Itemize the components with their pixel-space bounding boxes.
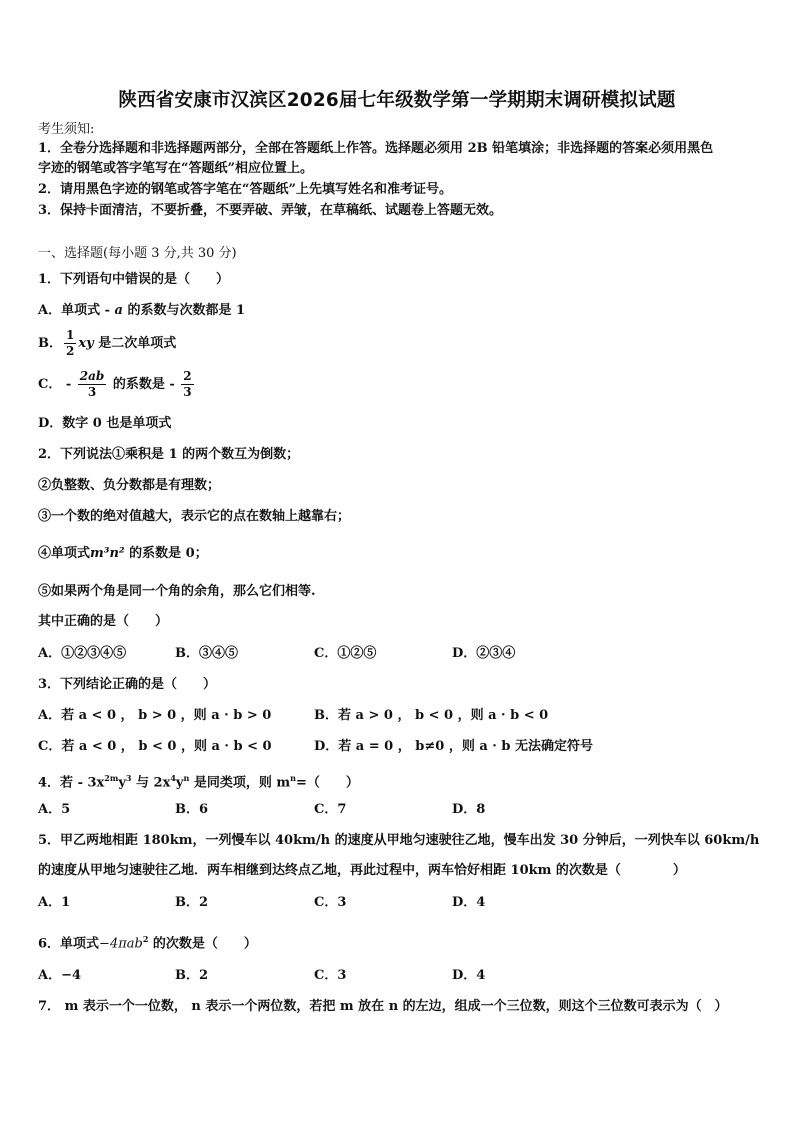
question-4-option-b: B．6 bbox=[175, 802, 209, 817]
notice-item-1: 1．全卷分选择题和非选择题两部分，全部在答题纸上作答。选择题必须用 2B 铅笔填涂；非选择题的答案必须用黑色 bbox=[38, 141, 714, 156]
question-2-statement-5: ⑤如果两个角是同一个角的余角，那么它们相等. bbox=[38, 584, 316, 599]
question-7-stem: 7． m 表示一个一位数， n 表示一个两位数，若把 m 放在 n 的左边，组成一个三位数，则这个三位数可表示为（ ） bbox=[38, 999, 728, 1014]
fraction: $\frac{2ab}{3}$ bbox=[79, 369, 105, 399]
notice-heading: 考生须知: bbox=[38, 122, 95, 137]
question-6-option-c: C．3 bbox=[314, 968, 347, 983]
question-2-option-c: C．①②⑤ bbox=[314, 646, 377, 661]
question-1-option-d: D．数字 0 也是单项式 bbox=[38, 416, 172, 431]
fraction: $\frac{2}{3}$ bbox=[183, 369, 192, 399]
question-5-line-2: 的速度从甲地匀速驶往乙地．两车相继到达终点乙地，再此过程中，两车恰好相距 10km 的次数是（ ） bbox=[38, 863, 686, 878]
question-4-option-c: C．7 bbox=[314, 802, 347, 817]
question-1-option-b: B． $\frac{1}{2}$ xy 是二次单项式 bbox=[38, 328, 177, 358]
page-title: 陕西省安康市汉滨区2026届七年级数学第一学期期末调研模拟试题 bbox=[118, 90, 676, 111]
notice-item-3: 3．保持卡面清洁，不要折叠，不要弄破、弄皱，在草稿纸、试题卷上答题无效。 bbox=[38, 203, 503, 218]
fraction: $\frac{1}{2}$ bbox=[66, 328, 75, 358]
question-4-option-d: D．8 bbox=[452, 802, 486, 817]
question-5-option-b: B．2 bbox=[175, 895, 209, 910]
question-5-option-c: C．3 bbox=[314, 895, 347, 910]
question-2-option-a: A．①②③④⑤ bbox=[38, 646, 127, 661]
question-3-option-a: A．若 a < 0 ， b > 0 ，则 a · b > 0 bbox=[38, 708, 272, 723]
question-6-option-d: D．4 bbox=[452, 968, 486, 983]
notice-item-2: 2．请用黑色字迹的钢笔或答字笔在“答题纸”上先填写姓名和准考证号。 bbox=[38, 182, 453, 197]
question-5-line-1: 5．甲乙两地相距 180km，一列慢车以 40km/h 的速度从甲地匀速驶往乙地，慢车出发 30 分钟后，一列快车以 60km/h bbox=[38, 833, 760, 848]
section-heading: 一、选择题(每小题 3 分,共 30 分) bbox=[38, 246, 237, 261]
question-3-option-c: C．若 a < 0 ， b < 0 ，则 a · b < 0 bbox=[38, 739, 272, 754]
question-5-option-a: A．1 bbox=[38, 895, 71, 910]
question-1-stem: 1．下列语句中错误的是（ ） bbox=[38, 272, 230, 287]
question-3-option-b: B．若 a > 0 ， b < 0 ，则 a · b < 0 bbox=[314, 708, 549, 723]
notice-item-1-cont: 字迹的钢笔或答字笔写在“答题纸”相应位置上。 bbox=[38, 161, 313, 176]
question-2-statement-2: ②负整数、负分数都是有理数； bbox=[38, 478, 221, 493]
question-3-option-d: D．若 a = 0 ， b≠0 ，则 a · b 无法确定符号 bbox=[314, 739, 593, 754]
question-6-stem: 6．单项式−4πab$^2$ 的次数是（ ） bbox=[38, 934, 257, 952]
question-1-option-a: A．单项式 - a 的系数与次数都是 1 bbox=[38, 303, 246, 318]
question-6-option-a: A．−4 bbox=[38, 968, 82, 983]
question-2-ask: 其中正确的是（ ） bbox=[38, 614, 169, 629]
question-2-stem: 2．下列说法①乘积是 1 的两个数互为倒数； bbox=[38, 447, 300, 462]
question-2-statement-4: ④单项式m³n² 的系数是 0； bbox=[38, 546, 208, 561]
question-3-stem: 3．下列结论正确的是（ ） bbox=[38, 677, 217, 692]
question-2-option-b: B．③④⑤ bbox=[175, 646, 238, 661]
question-2-option-d: D．②③④ bbox=[452, 646, 516, 661]
question-6-option-b: B．2 bbox=[175, 968, 209, 983]
question-4-stem: 4．若 - $3x^{2m}y^3$ 与 $2x^4y^n$ 是同类项，则 $m^n=$（ ） bbox=[38, 773, 359, 791]
question-5-option-d: D．4 bbox=[452, 895, 486, 910]
question-2-statement-3: ③一个数的绝对值越大，表示它的点在数轴上越靠右； bbox=[38, 509, 351, 524]
question-1-option-c: C． - $\frac{2ab}{3}$ 的系数是 - $\frac{2}{3}$ bbox=[38, 369, 192, 399]
question-4-option-a: A．5 bbox=[38, 802, 71, 817]
